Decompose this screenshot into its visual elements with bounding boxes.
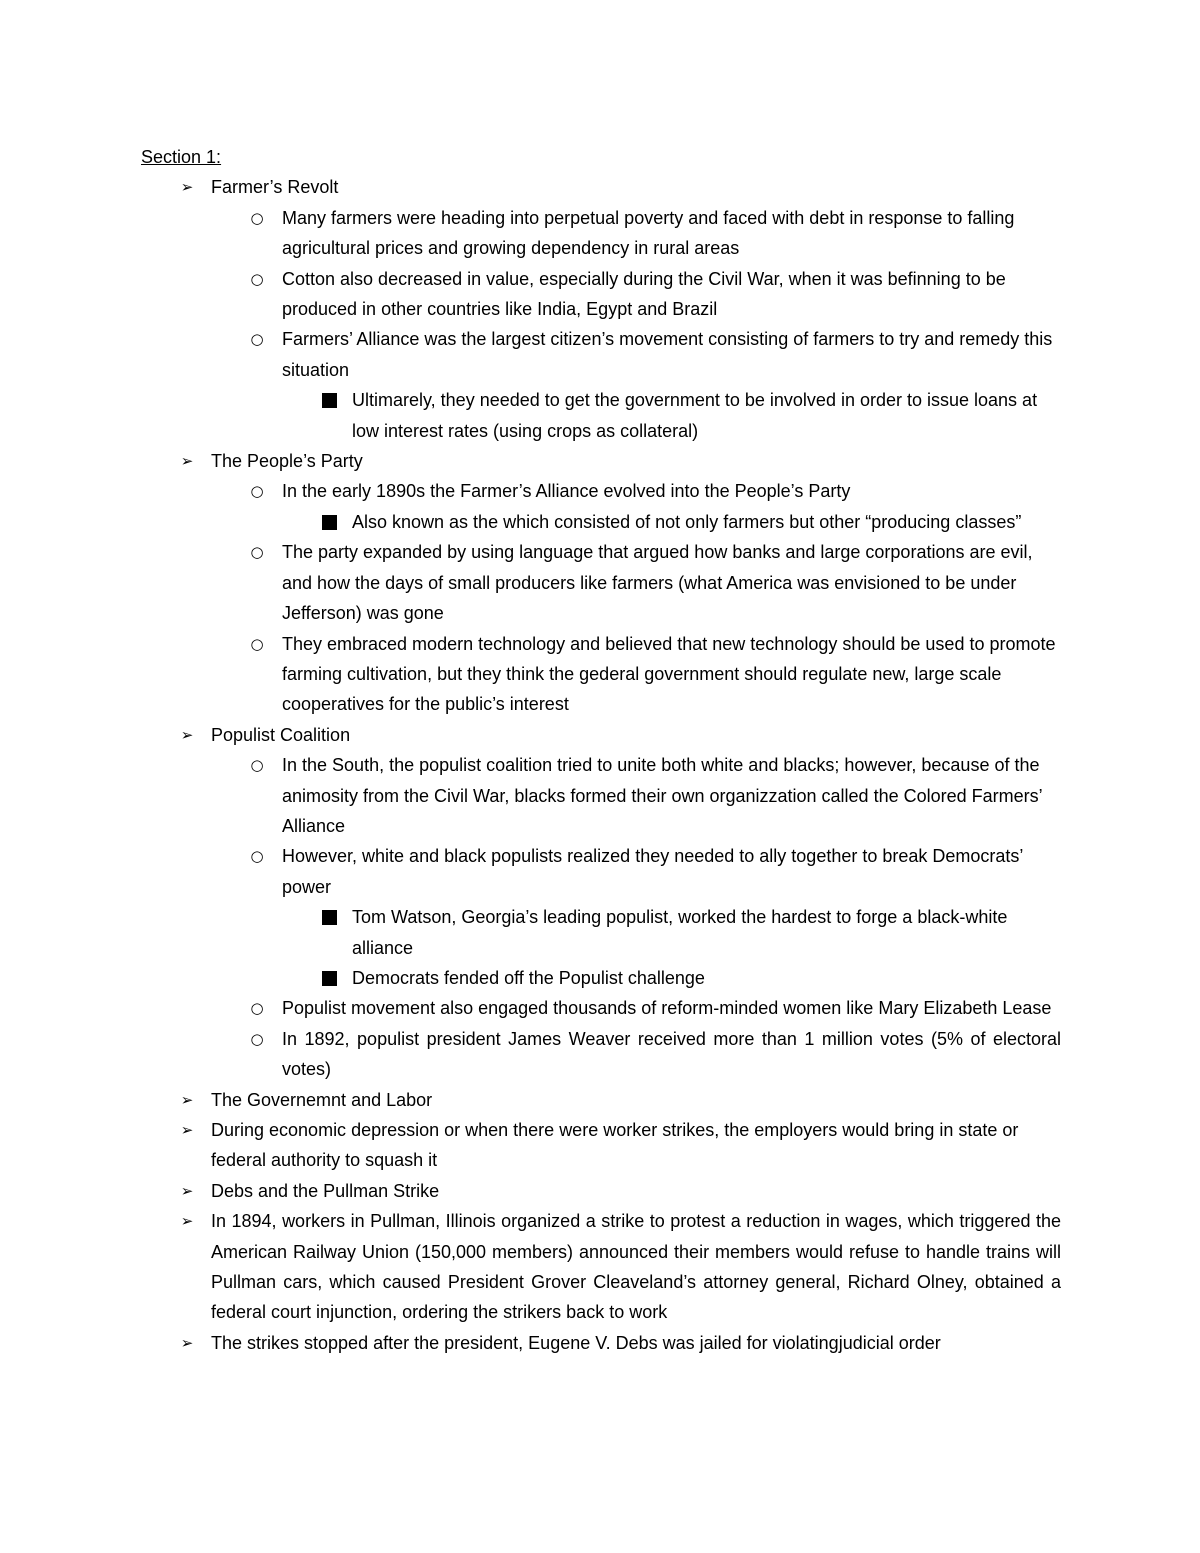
outline-item-level-3 xyxy=(141,507,1061,537)
circle-bullet-icon: ○ xyxy=(250,634,264,653)
outline-item-text: Also known as the which consisted of not only farmers but other “producing classes” xyxy=(352,511,1022,532)
outline-item-text: The People’s Party xyxy=(211,451,363,472)
outline-item-text: Tom Watson, Georgia’s leading populist, worked the hardest to forge a black-white alliance xyxy=(352,907,1008,958)
outline-item-text: Democrats fended off the Populist challenge xyxy=(352,967,705,988)
circle-bullet-icon: ○ xyxy=(250,1029,264,1048)
outline-item-text: Debs and the Pullman Strike xyxy=(211,1180,440,1201)
outline-item-text: Many farmers were heading into perpetual poverty and faced with debt in response to falling agricultural prices and growing dependency in rural areas xyxy=(282,207,1015,259)
outline-item-level-2 xyxy=(141,324,1061,385)
outline-item-text: They embraced modern technology and believed that new technology should be used to promote farming cultivation, but they think the gederal government should regulate new, large scale cooperatives for the public’s interest xyxy=(282,633,1056,715)
outline-item-level-2 xyxy=(141,993,1061,1023)
outline-item-level-2 xyxy=(141,629,1061,720)
outline-item-text: The party expanded by using language that argued how banks and large corporations are evil, and how the days of small producers like farmers (what America was envisioned to be under Jefferson) was gone xyxy=(282,542,1033,624)
outline-item-text: Populist Coalition xyxy=(211,724,351,745)
square-bullet-shape xyxy=(322,515,337,530)
outline-item-text: In the South, the populist coalition tried to unite both white and blacks; however, because of the animosity from the Civil War, blacks formed their own organizzation called the Colored Farmers’ Alliance xyxy=(282,755,1042,836)
circle-bullet-icon: ○ xyxy=(250,543,264,562)
outline-item-level-3 xyxy=(141,963,1061,993)
circle-bullet-icon: ○ xyxy=(250,482,264,501)
outline-item-level-3 xyxy=(141,385,1061,446)
outline-item-level-1 xyxy=(141,720,1061,750)
outline-item-text: In the early 1890s the Farmer’s Alliance evolved into the People’s Party xyxy=(282,481,851,502)
outline-item-text: Populist movement also engaged thousands of reform-minded women like Mary Elizabeth Lease xyxy=(282,998,1052,1019)
outline-item-text: However, white and black populists realized they needed to ally together to break Democrats’ power xyxy=(282,846,1023,897)
outline-item-text: The strikes stopped after the president, Eugene V. Debs was jailed for violatingjudicial order xyxy=(211,1332,941,1353)
outline-item-level-1 xyxy=(141,1328,1061,1358)
circle-bullet-icon: ○ xyxy=(250,756,264,775)
outline-item-level-1 xyxy=(141,1115,1061,1176)
arrow-bullet-icon: ➢ xyxy=(180,1121,194,1139)
arrow-bullet-icon: ➢ xyxy=(180,178,194,197)
circle-bullet-icon: ○ xyxy=(250,999,264,1018)
outline-item-text: During economic depression or when there were worker strikes, the employers would bring in state or federal authority to squash it xyxy=(211,1120,1019,1171)
circle-bullet-icon: ○ xyxy=(250,269,264,288)
document-body xyxy=(141,142,1061,1358)
outline-item-level-2 xyxy=(141,1024,1061,1085)
outline-item-text: Farmers’ Alliance was the largest citizen’s movement consisting of farmers to try and remedy this situation xyxy=(282,329,1053,380)
outline-list xyxy=(141,172,1061,1358)
outline-item-level-2 xyxy=(141,750,1061,841)
outline-item-text: Cotton also decreased in value, especially during the Civil War, when it was befinning to be produced in other countries like India, Egypt and Brazil xyxy=(282,268,1006,320)
arrow-bullet-icon: ➢ xyxy=(180,1090,194,1109)
outline-item-text: In 1894, workers in Pullman, Illinois organized a strike to protest a reduction in wages, which triggered the American Railway Union (150,000 members) announced their members would refuse to handle trains will Pullman cars, which caused President Grover Cleaveland’s attorney general, Richard Olney, obtained a federal court injunction, ordering the strikers back to work xyxy=(211,1211,1061,1323)
square-bullet-shape xyxy=(322,910,337,925)
section-heading: Section 1: xyxy=(141,147,222,167)
outline-item-level-2 xyxy=(141,841,1061,902)
outline-item-level-2 xyxy=(141,476,1061,506)
outline-item-level-1 xyxy=(141,446,1061,476)
outline-item-level-1 xyxy=(141,172,1061,202)
outline-item-text: In 1892, populist president James Weaver received more than 1 million votes (5% of electoral votes) xyxy=(282,1028,1061,1080)
outline-item-text: Farmer’s Revolt xyxy=(211,177,339,198)
circle-bullet-icon: ○ xyxy=(250,847,264,866)
arrow-bullet-icon: ➢ xyxy=(180,725,194,744)
square-bullet-icon xyxy=(319,507,339,539)
arrow-bullet-icon: ➢ xyxy=(180,1333,194,1352)
square-bullet-shape xyxy=(322,393,337,408)
outline-item-text: Ultimarely, they needed to get the government to be involved in order to issue loans at low interest rates (using crops as collateral) xyxy=(352,390,1038,441)
square-bullet-icon xyxy=(319,902,339,934)
square-bullet-icon xyxy=(319,963,339,995)
arrow-bullet-icon: ➢ xyxy=(180,452,194,471)
square-bullet-shape xyxy=(322,971,337,986)
outline-item-level-2 xyxy=(141,203,1061,264)
outline-item-level-1 xyxy=(141,1206,1061,1328)
outline-item-text: The Governemnt and Labor xyxy=(211,1089,433,1110)
arrow-bullet-icon: ➢ xyxy=(180,1212,194,1231)
outline-item-level-1 xyxy=(141,1085,1061,1115)
circle-bullet-icon: ○ xyxy=(250,330,264,349)
circle-bullet-icon: ○ xyxy=(250,208,264,227)
outline-item-level-2 xyxy=(141,264,1061,325)
square-bullet-icon xyxy=(319,385,339,417)
arrow-bullet-icon: ➢ xyxy=(180,1181,194,1200)
outline-item-level-3 xyxy=(141,902,1061,963)
outline-item-level-1 xyxy=(141,1176,1061,1206)
outline-item-level-2 xyxy=(141,537,1061,628)
